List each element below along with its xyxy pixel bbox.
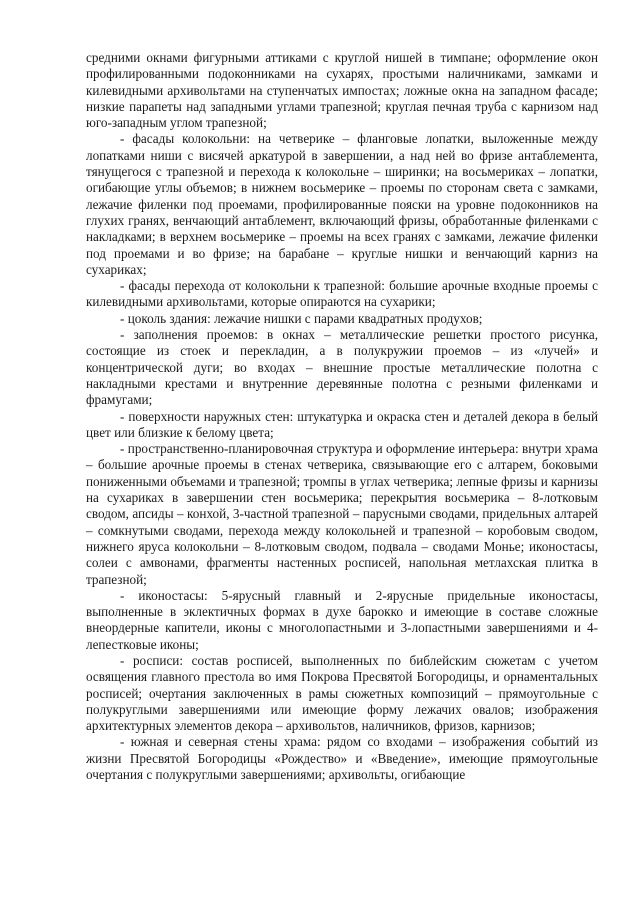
paragraph-continuation: средними окнами фигурными аттиками с круглой нишей в тимпане; оформление окон профилированными подоконниками на сухарях, простыми наличниками, замками и килевидными архивольтами на ступенчатых импостах; ложные окна на западном фасаде; низкие парапеты над западными углами трапезной; круглая печная труба с карнизом над юго-западным углом трапезной; [86,50,598,131]
paragraph-bell-tower-facades: - фасады колокольни: на четверике – фланговые лопатки, выложенные между лопатками ниши с висячей аркатурой в завершении, а над ней во фризе антаблемента, тянущегося с трапезной и перехода к колокольне – ширинки; на восьмериках – лопатки, огибающие углы объемов; в нижнем восьмерике – проемы по сторонам света с замками, лежачие филенки под проемами, профилированные пояски на уровне подоконников на глухих гранях, венчающий антаблемент, включающий фризы, обработанные филенками с накладками; в верхнем восьмерике – проемы на всех гранях с замками, лежачие филенки под проемами и во фризе; на барабане – круглые нишки и венчающий карниз на сухариках; [86,131,598,277]
paragraph-transition-facades: - фасады перехода от колокольни к трапезной: большие арочные входные проемы с килевидными архивольтами, которые опираются на сухарики; [86,278,598,310]
document-page [86,50,598,783]
paragraph-murals: - росписи: состав росписей, выполненных по библейским сюжетам с учетом освящения главного престола во имя Покрова Пресвятой Богородицы, и орнаментальных росписей; очертания заключенных в рамы сюжетных композиций – прямоугольные с полукруглыми завершениями или имеющие форму лежачих овалов; изображения архитектурных элементов декора – архивольтов, наличников, фризов, карнизов; [86,652,598,734]
paragraph-south-north-walls: - южная и северная стены храма: рядом со входами – изображения событий из жизни Пресвятой Богородицы «Рождество» и «Введение», имеющие прямоугольные очертания с полукруглыми завершениями; архивольты, огибающие [86,734,598,783]
paragraph-wall-surfaces: - поверхности наружных стен: штукатурка и окраска стен и деталей декора в белый цвет или близкие к белому цвета; [86,408,598,440]
paragraph-interior-structure: - пространственно-планировочная структура и оформление интерьера: внутри храма – большие арочные проемы в стенах четверика, связывающие его с алтарем, боковыми пониженными объемами и трапезной; тромпы в углах четверика; лепные фризы и карнизы на сухариках в завершении стен восьмерика; перекрытия восьмерика – 8-лотковым сводом, апсиды – конхой, 3-частной трапезной – парусными сводами, придельных алтарей – сомкнутыми сводами, перехода между колокольней и трапезной – коробовым сводом, нижнего яруса колокольни – 8-лотковым сводом, подвала – сводами Монье; иконостасы, солеи с амвонами, фрагменты настенных росписей, напольная метлахская плитка в трапезной; [86,441,598,587]
paragraph-plinth: - цоколь здания: лежачие нишки с парами квадратных продухов; [120,310,483,326]
paragraph-openings-fillings: - заполнения проемов: в окнах – металлические решетки простого рисунка, состоящие из стоек и перекладин, а в полукружии проемов – из «лучей» и концентрической дуги; во входах – внешние простые металлические полотна с накладными крестами и внутренние деревянные полотна с резными филенками и фрамугами; [86,327,598,408]
paragraph-iconostases: - иконостасы: 5-ярусный главный и 2-ярусные придельные иконостасы, выполненные в эклектичных формах в духе барокко и имеющие в составе сложные внеордерные капители, иконы с многолопастными и 3-лопастными завершениями и 4-лепестковые иконы; [86,587,598,652]
